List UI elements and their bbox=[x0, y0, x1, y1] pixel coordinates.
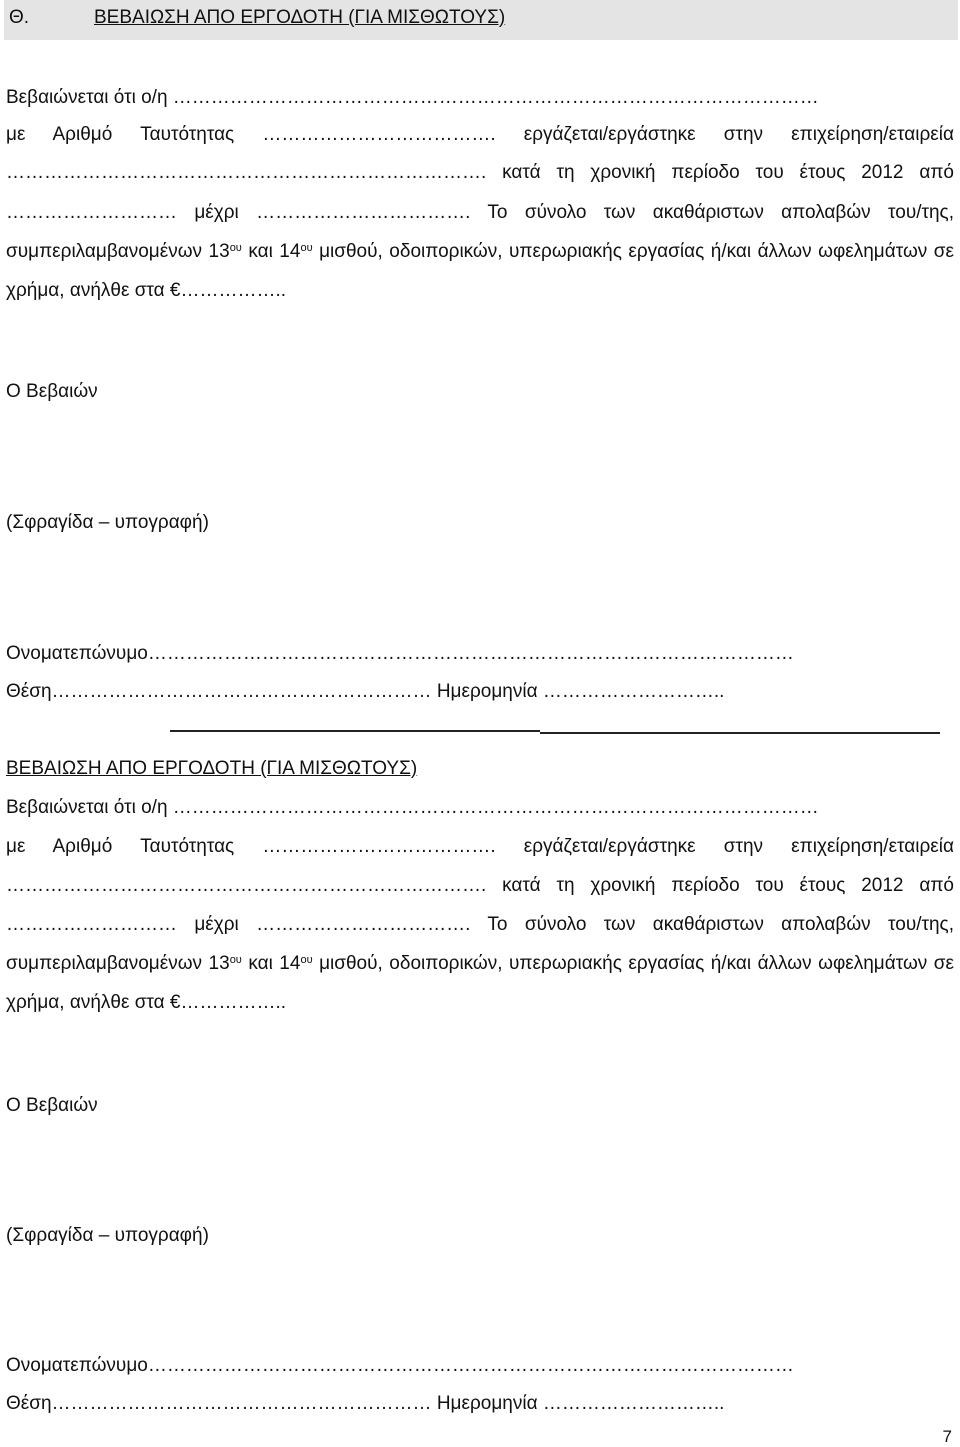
inclusion-line: συμπεριλαμβανομένων $13^{o\upsilon}$ και $14^{o\upsilon}$ μισθού, οδοιπορικών, υπερωριακής εργασίας ή/και άλλων ωφελημάτων σε bbox=[6, 953, 954, 974]
name-line: Ονοματεπώνυμο………………………………………………………………………………………… bbox=[6, 643, 794, 664]
seal-signature-label: (Σφραγίδα – υπογραφή) bbox=[6, 512, 209, 533]
seal-signature-label: (Σφραγίδα – υπογραφή) bbox=[6, 1225, 209, 1246]
inclusion-line: συμπεριλαμβανομένων $13^{o\upsilon}$ και $14^{o\upsilon}$ μισθού, οδοιπορικών, υπερωριακής εργασίας ή/και άλλων ωφελημάτων σε bbox=[6, 241, 954, 262]
section-title: ΒΕΒΑΙΩΣΗ ΑΠΟ ΕΡΓΟΔΟΤΗ (ΓΙΑ ΜΙΣΘΩΤΟΥΣ) bbox=[94, 7, 506, 28]
section-title-2: ΒΕΒΑΙΩΣΗ ΑΠΟ ΕΡΓΟΔΟΤΗ (ΓΙΑ ΜΙΣΘΩΤΟΥΣ) bbox=[6, 758, 418, 779]
id-line: με Αριθμό Ταυτότητας ………………………………. εργάζεται/εργάστηκε στην επιχείρηση/εταιρεία bbox=[6, 836, 954, 857]
dates-line: ……………………… μέχρι ……………………………. Το σύνολο των ακαθάριστων απολαβών του/της, bbox=[6, 202, 954, 223]
certifier-label: Ο Βεβαιών bbox=[6, 381, 98, 402]
id-line: με Αριθμό Ταυτότητας ………………………………. εργάζεται/εργάστηκε στην επιχείρηση/εταιρεία bbox=[6, 124, 954, 145]
divider bbox=[170, 730, 540, 732]
name-line: Ονοματεπώνυμο………………………………………………………………………………………… bbox=[6, 1355, 794, 1376]
period-line: …………………………………………………………………. κατά τη χρονική περίοδο του έτους 2012 από bbox=[6, 875, 954, 896]
certify-line: Βεβαιώνεται ότι ο/η ………………………………………………………………………………………… bbox=[6, 797, 819, 818]
position-date-line: Θέση…………………………………………………… Ημερομηνία ……………………….. bbox=[6, 1393, 725, 1414]
amount-line: χρήμα, ανήλθε στα €…………….. bbox=[6, 992, 287, 1013]
certifier-label: Ο Βεβαιών bbox=[6, 1095, 98, 1116]
section-letter: Θ. bbox=[9, 7, 30, 28]
position-date-line: Θέση…………………………………………………… Ημερομηνία ……………………….. bbox=[6, 681, 725, 702]
header-bar bbox=[4, 0, 958, 40]
page-number: 7 bbox=[942, 1427, 952, 1446]
amount-line: χρήμα, ανήλθε στα €…………….. bbox=[6, 280, 287, 301]
certify-line: Βεβαιώνεται ότι ο/η ………………………………………………………………………………………… bbox=[6, 87, 819, 108]
dates-line: ……………………… μέχρι ……………………………. Το σύνολο των ακαθάριστων απολαβών του/της, bbox=[6, 914, 954, 935]
period-line: …………………………………………………………………. κατά τη χρονική περίοδο του έτους 2012 από bbox=[6, 162, 954, 183]
divider bbox=[540, 732, 940, 734]
